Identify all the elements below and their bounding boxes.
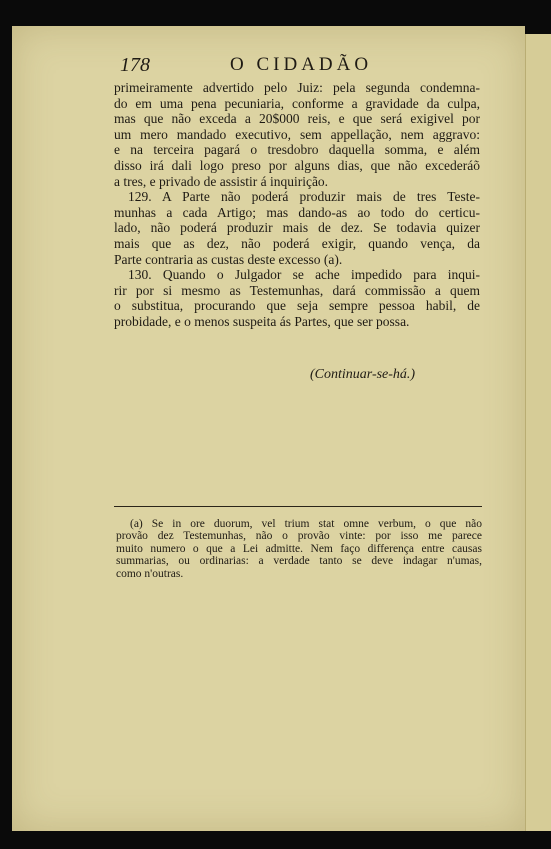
text-line: a tres, e privado de assistir á inquirição. bbox=[114, 173, 329, 189]
text-line: Parte contraria as custas deste excesso (a). bbox=[114, 251, 343, 267]
footnote-line: provão dez Testemunhas, não o provão vinte: por isso me parece bbox=[116, 530, 482, 543]
text-line: o substitua, procurando que seja sempre pessoa habil, de bbox=[114, 298, 480, 314]
footnote bbox=[116, 518, 482, 580]
page-header bbox=[120, 54, 450, 82]
body-text bbox=[114, 80, 480, 330]
text-line: do em uma pena pecuniaria, conforme a gravidade da culpa, bbox=[114, 95, 480, 111]
text-line: disso irá dali logo preso por alguns dias, que não excederáõ bbox=[114, 157, 480, 173]
text-line: munhas a cada Artigo; mas dando-as ao todo do certicu- bbox=[114, 204, 480, 220]
footnote-line: (a) Se in ore duorum, vel trium stat omne verbum, o que não bbox=[130, 518, 482, 530]
footnote-line: muito numero o que a Lei admitte. Nem faço differença entre causas bbox=[116, 542, 482, 555]
paragraph-130-start: 130. Quando o Julgador se ache impedido para inqui- bbox=[128, 267, 480, 283]
text-line: mas que não exceda a 20$000 reis, e que será exigivel por bbox=[114, 111, 480, 127]
footnote-separator bbox=[114, 506, 482, 507]
continuation-note: (Continuar-se-há.) bbox=[310, 367, 416, 382]
paragraph-129-start: 129. A Parte não poderá produzir mais de tres Teste- bbox=[128, 189, 480, 205]
footnote-line: como n'outras. bbox=[116, 567, 184, 580]
text-line: lado, não poderá produzir mais de dez. Se todavia quizer bbox=[114, 220, 480, 236]
text-line: probidade, e o menos suspeita ás Partes, que ser possa. bbox=[114, 313, 410, 329]
text-line: rir por si mesmo as Testemunhas, dará commissão a quem bbox=[114, 282, 480, 298]
text-line: primeiramente advertido pelo Juiz: pela segunda condemna- bbox=[114, 80, 480, 95]
footnote-line: summarias, ou ordinarias: a verdade tanto se deve indagar n'umas, bbox=[116, 555, 482, 568]
text-line: um mero mandado executivo, sem appellação, nem aggravo: bbox=[114, 126, 480, 142]
text-line: mais que as dez, não poderá exigir, quando vença, da bbox=[114, 235, 480, 251]
running-title: O CIDADÃO bbox=[230, 54, 373, 75]
adjacent-page-edge bbox=[525, 34, 551, 831]
page-number: 178 bbox=[120, 54, 150, 76]
text-line: e na terceira pagará o tresdobro daquella somma, e além bbox=[114, 142, 480, 158]
